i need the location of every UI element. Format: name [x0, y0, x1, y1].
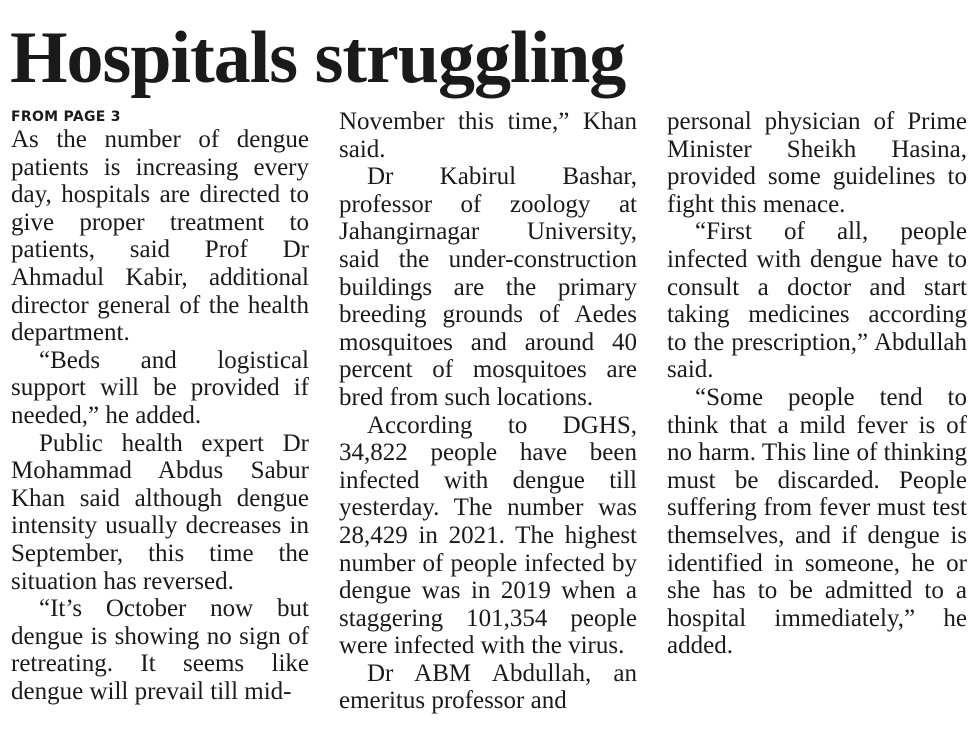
paragraph: According to DGHS, 34,822 people have been infected with dengue till yesterday. The number was 28,429 in 2021. The highest number of people infected by dengue was in 2019 when a staggering 101,354 people were infected with the virus.	[339, 411, 637, 660]
article-column-2	[339, 108, 637, 715]
kicker-from-page: FROM PAGE 3	[11, 109, 121, 125]
paragraph: Dr Kabirul Bashar, professor of zoology at Jahangirnagar University, said the under-construction buildings are the primary breeding grounds of Aedes mosquitoes and around 40 percent of mosquitoes are bred from such locations.	[339, 163, 637, 411]
article-column-1	[11, 108, 309, 705]
paragraph: personal physician of Prime Minister Sheikh Hasina, provided some guidelines to fight this menace.	[667, 108, 967, 218]
paragraph: “Some people tend to think that a mild fever is of no harm. This line of thinking must be discarded. People suffering from fever must test themselves, and if dengue is identified in someone, he or she has to be admitted to a hospital immediately,” he added.	[667, 383, 967, 660]
paragraph: As the number of dengue patients is increasing every day, hospitals are directed to give proper treatment to patients, said Prof Dr Ahmadul Kabir, additional director general of the health department.	[11, 126, 309, 347]
paragraph: November this time,” Khan said.	[339, 108, 637, 163]
article-column-3	[667, 108, 967, 660]
paragraph: “Beds and logistical support will be provided if needed,” he added.	[11, 346, 309, 429]
paragraph: “It’s October now but dengue is showing no sign of retreating. It seems like dengue will prevail till mid-	[11, 595, 309, 705]
paragraph: Dr ABM Abdullah, an emeritus professor and	[339, 659, 637, 715]
paragraph: Public health expert Dr Mohammad Abdus Sabur Khan said although dengue intensity usually decreases in September, this time the situation has reversed.	[11, 429, 309, 595]
headline: Hospitals struggling	[10, 17, 626, 99]
paragraph: “First of all, people infected with dengue have to consult a doctor and start taking medicines according to the prescription,” Abdullah said.	[667, 218, 967, 384]
